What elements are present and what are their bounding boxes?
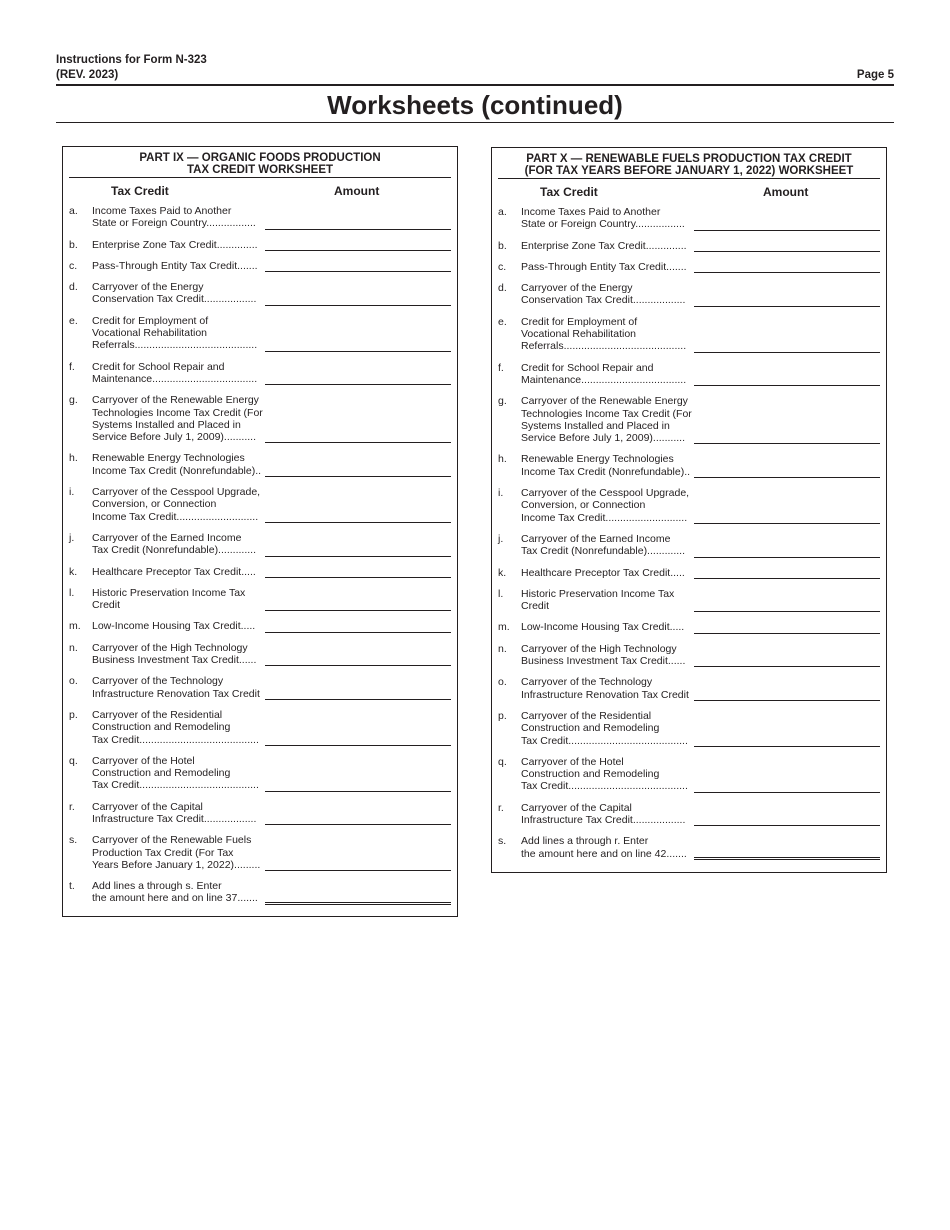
worksheet-line bbox=[69, 675, 451, 700]
line-letter: m. bbox=[69, 620, 81, 633]
amount-field[interactable] bbox=[694, 523, 880, 524]
amount-field[interactable] bbox=[694, 230, 880, 231]
worksheet-line bbox=[69, 566, 451, 578]
line-description: Carryover of the High Technology Business Investment Tax Credit...... bbox=[92, 641, 257, 667]
amount-field[interactable] bbox=[694, 857, 880, 860]
worksheet-line bbox=[498, 676, 880, 701]
line-letter: e. bbox=[69, 314, 78, 327]
amount-field[interactable] bbox=[265, 229, 451, 230]
worksheet-line bbox=[69, 755, 451, 792]
line-letter: h. bbox=[69, 452, 78, 465]
line-letter: q. bbox=[69, 754, 78, 767]
line-description: Enterprise Zone Tax Credit.............. bbox=[521, 239, 687, 252]
amount-field[interactable] bbox=[265, 665, 451, 666]
line-description: Carryover of the High Technology Business Investment Tax Credit...... bbox=[521, 642, 686, 668]
page-number: Page 5 bbox=[856, 69, 894, 81]
line-description: Pass-Through Entity Tax Credit....... bbox=[92, 259, 258, 272]
line-letter: o. bbox=[69, 675, 78, 688]
amount-field[interactable] bbox=[265, 250, 451, 251]
line-letter: f. bbox=[69, 360, 75, 373]
amount-field[interactable] bbox=[265, 556, 451, 557]
amount-field[interactable] bbox=[265, 384, 451, 385]
amount-field[interactable] bbox=[694, 578, 880, 579]
amount-field[interactable] bbox=[265, 610, 451, 611]
amount-field[interactable] bbox=[265, 271, 451, 272]
line-letter: j. bbox=[498, 532, 504, 545]
line-letter: s. bbox=[498, 835, 507, 848]
column-amount: Amount bbox=[763, 185, 809, 199]
header-rule bbox=[56, 84, 894, 86]
worksheet-line bbox=[498, 206, 880, 231]
worksheet-line bbox=[498, 835, 880, 860]
worksheet-line bbox=[69, 452, 451, 477]
line-letter: d. bbox=[498, 282, 507, 295]
line-letter: b. bbox=[69, 238, 78, 251]
worksheet-line bbox=[498, 395, 880, 444]
line-letter: g. bbox=[498, 395, 507, 408]
line-description: Low-Income Housing Tax Credit..... bbox=[92, 620, 256, 633]
line-description: Carryover of the Energy Conservation Tax Credit.................. bbox=[92, 281, 257, 306]
line-description: Carryover of the Renewable Energy Technologies Income Tax Credit (For Systems Installed and Placed in Service Before July 1, 2009)........... bbox=[92, 394, 263, 444]
line-description: Add lines a through s. Enter the amount here and on line 37....... bbox=[92, 880, 258, 905]
column-headers bbox=[69, 178, 451, 200]
amount-field[interactable] bbox=[694, 611, 880, 612]
page-header bbox=[56, 53, 894, 83]
worksheet-line bbox=[69, 361, 451, 386]
line-description: Carryover of the Renewable Fuels Production Tax Credit (For Tax Years Before January 1, 2022)......... bbox=[92, 834, 261, 871]
line-description: Historic Preservation Income Tax Credit bbox=[521, 587, 675, 613]
amount-field[interactable] bbox=[694, 306, 880, 307]
worksheet-line bbox=[69, 880, 451, 905]
line-description: Carryover of the Technology Infrastructure Renovation Tax Credit bbox=[521, 676, 689, 701]
worksheet-line bbox=[69, 587, 451, 612]
line-letter: m. bbox=[498, 621, 510, 634]
worksheet-line bbox=[498, 643, 880, 668]
worksheet-line bbox=[498, 567, 880, 579]
line-description: Enterprise Zone Tax Credit.............. bbox=[92, 238, 258, 251]
line-letter: d. bbox=[69, 281, 78, 294]
line-letter: k. bbox=[498, 566, 507, 579]
line-letter: o. bbox=[498, 676, 507, 689]
column-tax-credit: Tax Credit bbox=[540, 185, 598, 199]
line-letter: n. bbox=[69, 641, 78, 654]
line-description: Credit for School Repair and Maintenance.................................... bbox=[92, 360, 258, 385]
amount-field[interactable] bbox=[265, 476, 451, 477]
worksheet-line bbox=[498, 621, 880, 633]
amount-field[interactable] bbox=[694, 251, 880, 252]
worksheet-line bbox=[498, 362, 880, 387]
line-letter: i. bbox=[498, 487, 504, 500]
amount-field[interactable] bbox=[265, 351, 451, 352]
line-description: Credit for School Repair and Maintenance.................................... bbox=[521, 361, 687, 386]
amount-field[interactable] bbox=[694, 700, 880, 701]
line-letter: k. bbox=[69, 565, 78, 578]
line-letter: h. bbox=[498, 453, 507, 466]
amount-field[interactable] bbox=[694, 477, 880, 478]
line-letter: p. bbox=[69, 708, 78, 721]
worksheet-line bbox=[498, 240, 880, 252]
line-description: Carryover of the Earned Income Tax Credit (Nonrefundable)............. bbox=[92, 531, 256, 557]
line-description: Carryover of the Capital Infrastructure Tax Credit.................. bbox=[92, 800, 257, 825]
line-description: Carryover of the Capital Infrastructure Tax Credit.................. bbox=[521, 801, 686, 826]
line-letter: j. bbox=[69, 531, 75, 544]
line-description: Add lines a through r. Enter the amount here and on line 42....... bbox=[521, 835, 687, 860]
worksheet-line bbox=[498, 588, 880, 613]
line-description: Carryover of the Residential Construction and Remodeling Tax Credit......................................... bbox=[92, 708, 259, 746]
amount-field[interactable] bbox=[265, 824, 451, 825]
worksheet-lines bbox=[498, 206, 880, 860]
amount-field[interactable] bbox=[694, 443, 880, 444]
page-title: Worksheets (continued) bbox=[327, 90, 623, 120]
line-letter: c. bbox=[69, 259, 78, 272]
amount-field[interactable] bbox=[694, 825, 880, 826]
line-description: Carryover of the Technology Infrastructure Renovation Tax Credit bbox=[92, 675, 260, 700]
worksheet-line bbox=[498, 316, 880, 353]
line-letter: e. bbox=[498, 315, 507, 328]
column-tax-credit: Tax Credit bbox=[111, 184, 169, 198]
title-rule bbox=[56, 122, 894, 123]
worksheet-line bbox=[69, 486, 451, 523]
amount-field[interactable] bbox=[265, 870, 451, 871]
line-letter: t. bbox=[69, 880, 75, 893]
amount-field[interactable] bbox=[694, 272, 880, 273]
line-letter: q. bbox=[498, 755, 507, 768]
line-letter: p. bbox=[498, 709, 507, 722]
worksheet-line bbox=[69, 205, 451, 230]
line-description: Carryover of the Hotel Construction and Remodeling Tax Credit......................................... bbox=[521, 755, 688, 793]
line-description: Healthcare Preceptor Tax Credit..... bbox=[92, 565, 256, 578]
revision: (REV. 2023) bbox=[56, 69, 119, 81]
amount-field[interactable] bbox=[694, 385, 880, 386]
worksheet-line bbox=[498, 453, 880, 478]
worksheet-line bbox=[69, 801, 451, 826]
amount-field[interactable] bbox=[265, 902, 451, 905]
worksheet-line bbox=[498, 710, 880, 747]
amount-field[interactable] bbox=[265, 791, 451, 792]
amount-field[interactable] bbox=[265, 442, 451, 443]
worksheet-line bbox=[498, 756, 880, 793]
line-description: Income Taxes Paid to Another State or Foreign Country................. bbox=[92, 205, 256, 230]
amount-field[interactable] bbox=[694, 666, 880, 667]
worksheet-line bbox=[69, 281, 451, 306]
amount-field[interactable] bbox=[265, 305, 451, 306]
worksheet-line bbox=[498, 282, 880, 307]
line-description: Low-Income Housing Tax Credit..... bbox=[521, 621, 685, 634]
line-letter: l. bbox=[498, 587, 504, 600]
worksheet-line bbox=[498, 487, 880, 524]
line-letter: a. bbox=[69, 205, 78, 217]
line-letter: l. bbox=[69, 586, 75, 599]
worksheet-line bbox=[498, 261, 880, 273]
line-description: Carryover of the Renewable Energy Technologies Income Tax Credit (For Systems Installed and Placed in Service Before July 1, 2009)........... bbox=[521, 395, 692, 445]
worksheet-line bbox=[69, 315, 451, 352]
line-description: Pass-Through Entity Tax Credit....... bbox=[521, 260, 687, 273]
line-description: Renewable Energy Technologies Income Tax Credit (Nonrefundable).. bbox=[521, 453, 691, 478]
amount-field[interactable] bbox=[694, 746, 880, 747]
worksheet-line bbox=[69, 709, 451, 746]
line-letter: b. bbox=[498, 239, 507, 252]
column-headers bbox=[498, 179, 880, 201]
worksheet-line bbox=[498, 802, 880, 827]
line-letter: i. bbox=[69, 486, 75, 499]
line-description: Carryover of the Cesspool Upgrade, Conversion, or Connection Income Tax Credit............................ bbox=[521, 487, 690, 524]
line-letter: s. bbox=[69, 834, 78, 847]
worksheet-line bbox=[69, 239, 451, 251]
amount-field[interactable] bbox=[694, 633, 880, 634]
line-description: Carryover of the Hotel Construction and Remodeling Tax Credit......................................... bbox=[92, 754, 259, 792]
amount-field[interactable] bbox=[265, 699, 451, 700]
worksheet-line bbox=[69, 532, 451, 557]
form-title: Instructions for Form N-323 bbox=[56, 54, 207, 66]
line-description: Carryover of the Earned Income Tax Credit (Nonrefundable)............. bbox=[521, 532, 685, 558]
line-letter: n. bbox=[498, 642, 507, 655]
worksheet-line bbox=[69, 642, 451, 667]
line-description: Carryover of the Cesspool Upgrade, Conversion, or Connection Income Tax Credit............................ bbox=[92, 486, 261, 523]
line-letter: a. bbox=[498, 206, 507, 218]
part-x-worksheet bbox=[491, 147, 887, 873]
worksheet-line bbox=[69, 260, 451, 272]
amount-field[interactable] bbox=[694, 352, 880, 353]
line-description: Carryover of the Residential Construction and Remodeling Tax Credit......................................... bbox=[521, 709, 688, 747]
line-letter: r. bbox=[498, 801, 504, 814]
line-description: Healthcare Preceptor Tax Credit..... bbox=[521, 566, 685, 579]
worksheet-lines bbox=[69, 205, 451, 905]
line-letter: f. bbox=[498, 361, 504, 374]
line-description: Carryover of the Energy Conservation Tax Credit.................. bbox=[521, 282, 686, 307]
amount-field[interactable] bbox=[265, 745, 451, 746]
line-description: Renewable Energy Technologies Income Tax Credit (Nonrefundable).. bbox=[92, 452, 262, 477]
line-description: Income Taxes Paid to Another State or Foreign Country................. bbox=[521, 206, 685, 231]
line-letter: g. bbox=[69, 394, 78, 407]
worksheet-title: PART X — RENEWABLE FUELS PRODUCTION TAX CREDIT (FOR TAX YEARS BEFORE JANUARY 1, 2022) WORKSHEET bbox=[498, 148, 880, 179]
worksheet-line bbox=[69, 834, 451, 871]
amount-field[interactable] bbox=[265, 577, 451, 578]
part-ix-worksheet bbox=[62, 146, 458, 917]
amount-field[interactable] bbox=[694, 557, 880, 558]
amount-field[interactable] bbox=[694, 792, 880, 793]
line-description: Credit for Employment of Vocational Rehabilitation Referrals.......................................... bbox=[521, 315, 687, 353]
amount-field[interactable] bbox=[265, 522, 451, 523]
worksheet-line bbox=[69, 620, 451, 632]
line-description: Historic Preservation Income Tax Credit bbox=[92, 586, 246, 612]
line-description: Credit for Employment of Vocational Rehabilitation Referrals.......................................... bbox=[92, 314, 258, 352]
line-letter: r. bbox=[69, 800, 75, 813]
line-letter: c. bbox=[498, 260, 507, 273]
worksheet-line bbox=[498, 533, 880, 558]
amount-field[interactable] bbox=[265, 632, 451, 633]
worksheet-title: PART IX — ORGANIC FOODS PRODUCTION TAX CREDIT WORKSHEET bbox=[69, 147, 451, 178]
column-amount: Amount bbox=[334, 184, 380, 198]
worksheet-line bbox=[69, 394, 451, 443]
